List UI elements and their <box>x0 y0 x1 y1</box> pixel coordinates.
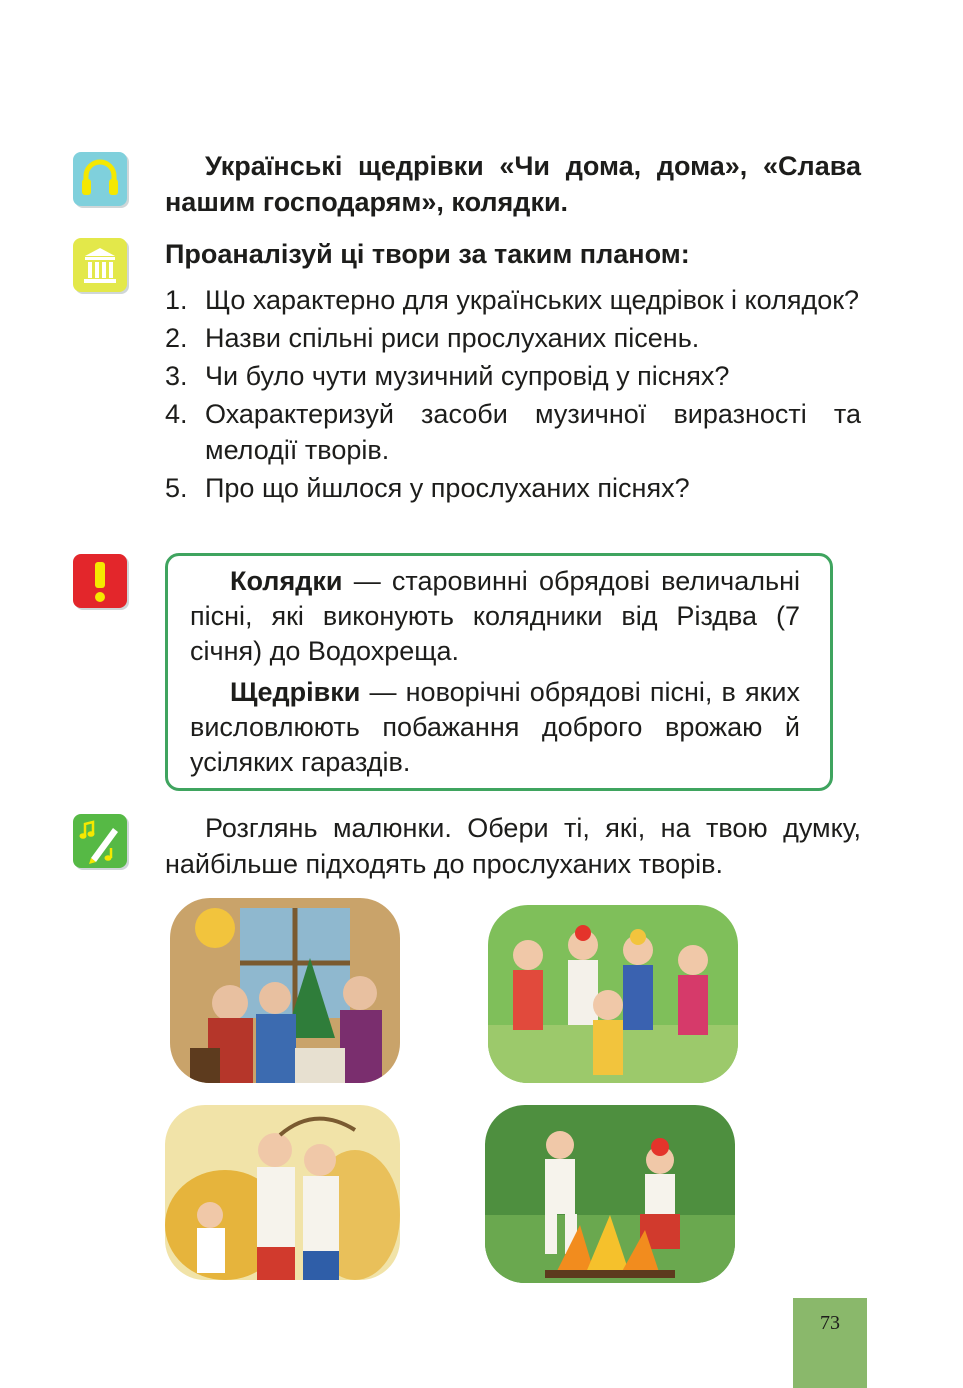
definition-koliadky <box>190 564 800 669</box>
task-text: Розглянь малюнки. Обери ті, які, на твою думку, найбільше підходять до прослуханих творів. <box>165 813 861 879</box>
definition-text: — старовинні обрядові величальні пісні, які виконують колядники від Різдва (7 січня) до Водохреща. <box>190 566 800 666</box>
list-item <box>165 358 861 394</box>
harvest-illustration <box>165 1105 400 1280</box>
list-item <box>165 282 861 318</box>
list-text: Що характерно для українських щедрівок і колядок? <box>205 285 860 315</box>
list-number: 3. <box>165 361 188 391</box>
definition-shchedrivky <box>190 675 800 780</box>
analyze-heading: Проаналізуй ці твори за таким планом: <box>165 239 690 269</box>
definition-term: Щедрівки <box>230 677 361 707</box>
exclamation-icon <box>73 554 127 608</box>
list-item <box>165 470 861 506</box>
page-number: 73 <box>820 1312 840 1334</box>
page-number-tab <box>793 1298 867 1388</box>
listen-task-text: Українські щедрівки «Чи дома, дома», «Слава нашим господарям», колядки. <box>165 151 861 217</box>
headphones-icon <box>73 152 127 206</box>
list-number: 4. <box>165 399 188 429</box>
list-item <box>165 396 861 468</box>
list-number: 5. <box>165 473 188 503</box>
carolers-indoors-illustration <box>170 898 400 1083</box>
list-text: Про що йшлося у прослуханих піснях? <box>205 473 690 503</box>
music-pencil-icon <box>73 814 127 868</box>
museum-icon <box>73 238 127 292</box>
definition-text: — новорічні обрядові пісні, в яких висловлюють побажання доброго врожаю й усіляких гараздів. <box>190 677 800 777</box>
analysis-plan-list <box>165 282 861 508</box>
children-dancing-illustration <box>488 905 738 1083</box>
list-text: Назви спільні риси прослуханих пісень. <box>205 323 700 353</box>
kupala-fire-illustration <box>485 1105 735 1283</box>
list-text: Охарактеризуй засоби музичної виразності та мелодії творів. <box>205 399 861 465</box>
list-number: 2. <box>165 323 188 353</box>
list-number: 1. <box>165 285 188 315</box>
definition-term: Колядки <box>230 566 343 596</box>
definition-box <box>165 553 833 791</box>
list-text: Чи було чути музичний супровід у піснях? <box>205 361 730 391</box>
list-item <box>165 320 861 356</box>
